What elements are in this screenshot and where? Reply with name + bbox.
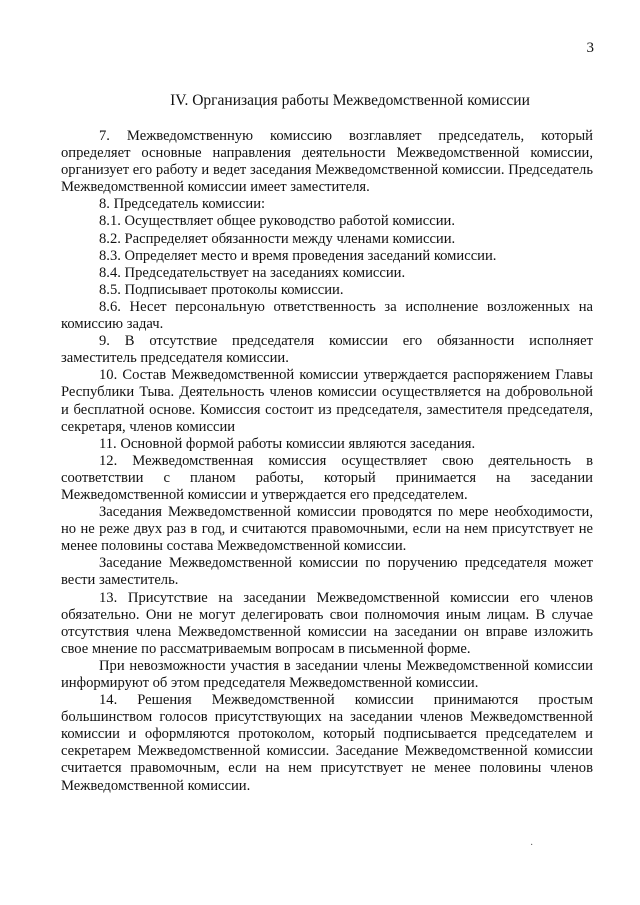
body-text bbox=[61, 128, 593, 795]
paragraph-11: 11. Основной формой работы комиссии являются заседания. bbox=[99, 435, 476, 452]
section-heading: IV. Организация работы Межведомственной комиссии bbox=[170, 92, 530, 109]
paragraph-8-1: 8.1. Осуществляет общее руководство работой комиссии. bbox=[99, 213, 455, 230]
paragraph-13: 13. Присутствие на заседании Межведомственной комиссии его членов обязательно. Они не могут делегировать свои полномочия иным лицам. В случае отсутствия члена Межведомственной комиссии на заседании он вправе изложить свое мнение по рассматриваемым вопросам в письменной форме. bbox=[61, 589, 593, 657]
paragraph-10: 10. Состав Межведомственной комиссии утверждается распоряжением Главы Республики Тыва. Деятельность членов комиссии осуществляется на добровольной и бесплатной основе. Комиссия состоит из председателя, заместителя председателя, секретаря, членов комиссии bbox=[61, 367, 593, 435]
paragraph-13-absence: При невозможности участия в заседании члены Межведомственной комиссии информируют об этом председателя Межведомственной комиссии. bbox=[61, 657, 593, 691]
paragraph-8-5: 8.5. Подписывает протоколы комиссии. bbox=[99, 281, 344, 298]
paragraph-8: 8. Председатель комиссии: bbox=[99, 196, 266, 213]
scan-mark: · bbox=[530, 840, 534, 851]
paragraph-12-deputy: Заседание Межведомственной комиссии по поручению председателя может вести заместитель. bbox=[61, 555, 593, 589]
paragraph-14: 14. Решения Межведомственной комиссии принимаются простым большинством голосов присутствующих на заседании членов Межведомственной комиссии и оформляются протоколом, который подписывается председателем и секретарем Межведомственной комиссии. Заседание Межведомственной комиссии считается правомочным, если на нем присутствует не менее половины членов Межведомственной комиссии. bbox=[61, 692, 593, 794]
paragraph-12: 12. Межведомственная комиссия осуществляет свою деятельность в соответствии с планом работы, который принимается на заседании Межведомственной комиссии и утверждается его председателем. bbox=[61, 452, 593, 503]
paragraph-8-2: 8.2. Распределяет обязанности между членами комиссии. bbox=[99, 230, 456, 247]
paragraph-9: 9. В отсутствие председателя комиссии его обязанности исполняет заместитель председателя комиссии. bbox=[61, 333, 593, 367]
paragraph-8-3: 8.3. Определяет место и время проведения заседаний комиссии. bbox=[99, 247, 497, 264]
paragraph-8-4: 8.4. Председательствует на заседаниях комиссии. bbox=[99, 264, 406, 281]
paragraph-12-meetings: Заседания Межведомственной комиссии проводятся по мере необходимости, но не реже двух раз в год, и считаются правомочными, если на нем присутствует не менее половины состава Межведомственной комиссии. bbox=[61, 504, 593, 555]
page-number: 3 bbox=[586, 40, 594, 56]
paragraph-7: 7. Межведомственную комиссию возглавляет председатель, который определяет основные направления деятельности Межведомственной комиссии, организует его работу и ведет заседания Межведомственной комиссии. Председатель Межведомственной комиссии имеет заместителя. bbox=[61, 128, 593, 196]
paragraph-8-6: 8.6. Несет персональную ответственность за исполнение возложенных на комиссию задач. bbox=[61, 298, 593, 333]
